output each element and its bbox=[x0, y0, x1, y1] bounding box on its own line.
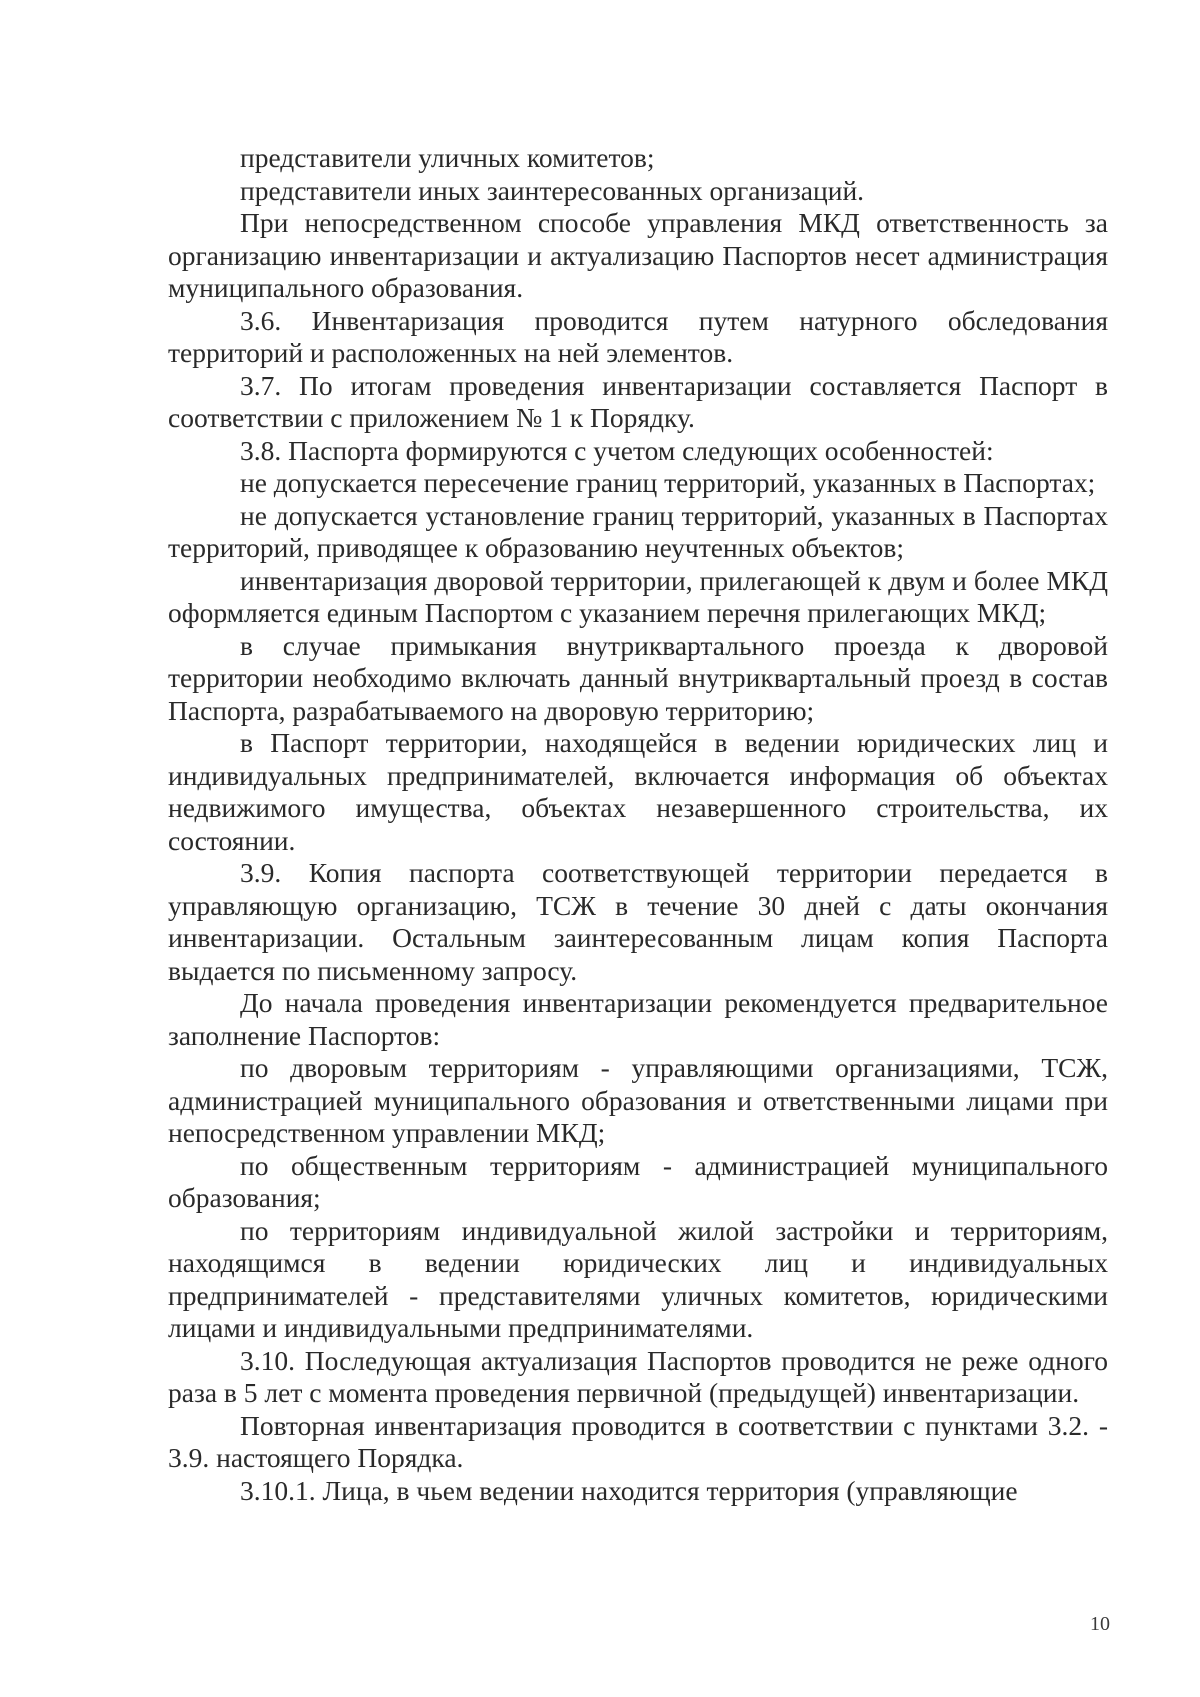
paragraph: не допускается пересечение границ территорий, указанных в Паспортах; bbox=[240, 467, 1096, 498]
page-number: 10 bbox=[1090, 1613, 1110, 1635]
paragraph: До начала проведения инвентаризации рекомендуется предварительное заполнение Паспортов: bbox=[168, 987, 1108, 1051]
paragraph: 3.8. Паспорта формируются с учетом следующих особенностей: bbox=[240, 434, 994, 466]
paragraph: При непосредственном способе управления МКД ответственность за организацию инвентаризации и актуализацию Паспортов несет администрация муниципального образования. bbox=[168, 207, 1108, 303]
paragraph: 3.6. Инвентаризация проводится путем натурного обследования территорий и расположенных на ней элементов. bbox=[168, 304, 1108, 368]
paragraph: в случае примыкания внутриквартального проезда к дворовой территории необходимо включать данный внутриквартальный проезд в состав Паспорта, разрабатываемого на дворовую территорию; bbox=[168, 629, 1108, 726]
paragraph: по дворовым территориям - управляющими организациями, ТСЖ, администрацией муниципального образования и ответственными лицами при непосредственном управлении МКД; bbox=[168, 1052, 1108, 1148]
paragraph: по общественным территориям - администрацией муниципального образования; bbox=[168, 1149, 1108, 1213]
paragraph: 3.10. Последующая актуализация Паспортов проводится не реже одного раза в 5 лет с момента проведения первичной (предыдущей) инвентаризации. bbox=[168, 1344, 1108, 1408]
paragraph: по территориям индивидуальной жилой застройки и территориям, находящимся в ведении юридических лиц и индивидуальных предпринимателей - представителями уличных комитетов, юридическими лицами и индивидуальными предпринимателями. bbox=[168, 1214, 1108, 1343]
paragraph: не допускается установление границ территорий, указанных в Паспортах территорий, приводящее к образованию неучтенных объектов; bbox=[168, 499, 1108, 563]
paragraph: 3.10.1. Лица, в чьем ведении находится территория (управляющие bbox=[240, 1474, 1018, 1506]
paragraph: 3.7. По итогам проведения инвентаризации составляется Паспорт в соответствии с приложением № 1 к Порядку. bbox=[168, 369, 1108, 433]
paragraph: Повторная инвентаризация проводится в соответствии с пунктами 3.2. - 3.9. настоящего Порядка. bbox=[168, 1409, 1108, 1473]
body-text bbox=[168, 142, 1108, 1507]
paragraph: 3.9. Копия паспорта соответствующей территории передается в управляющую организацию, ТСЖ в течение 30 дней с даты окончания инвентаризации. Остальным заинтересованным лицам копия Паспорта выдается по письменному запросу. bbox=[168, 857, 1108, 986]
paragraph: инвентаризация дворовой территории, прилегающей к двум и более МКД оформляется единым Паспортом с указанием перечня прилегающих МКД; bbox=[168, 564, 1108, 628]
paragraph: в Паспорт территории, находящейся в ведении юридических лиц и индивидуальных предпринимателей, включается информация об объектах недвижимого имущества, объектах незавершенного строительства, их состоянии. bbox=[168, 727, 1108, 856]
paragraph: представители уличных комитетов; bbox=[240, 142, 655, 173]
paragraph: представители иных заинтересованных организаций. bbox=[240, 174, 865, 206]
